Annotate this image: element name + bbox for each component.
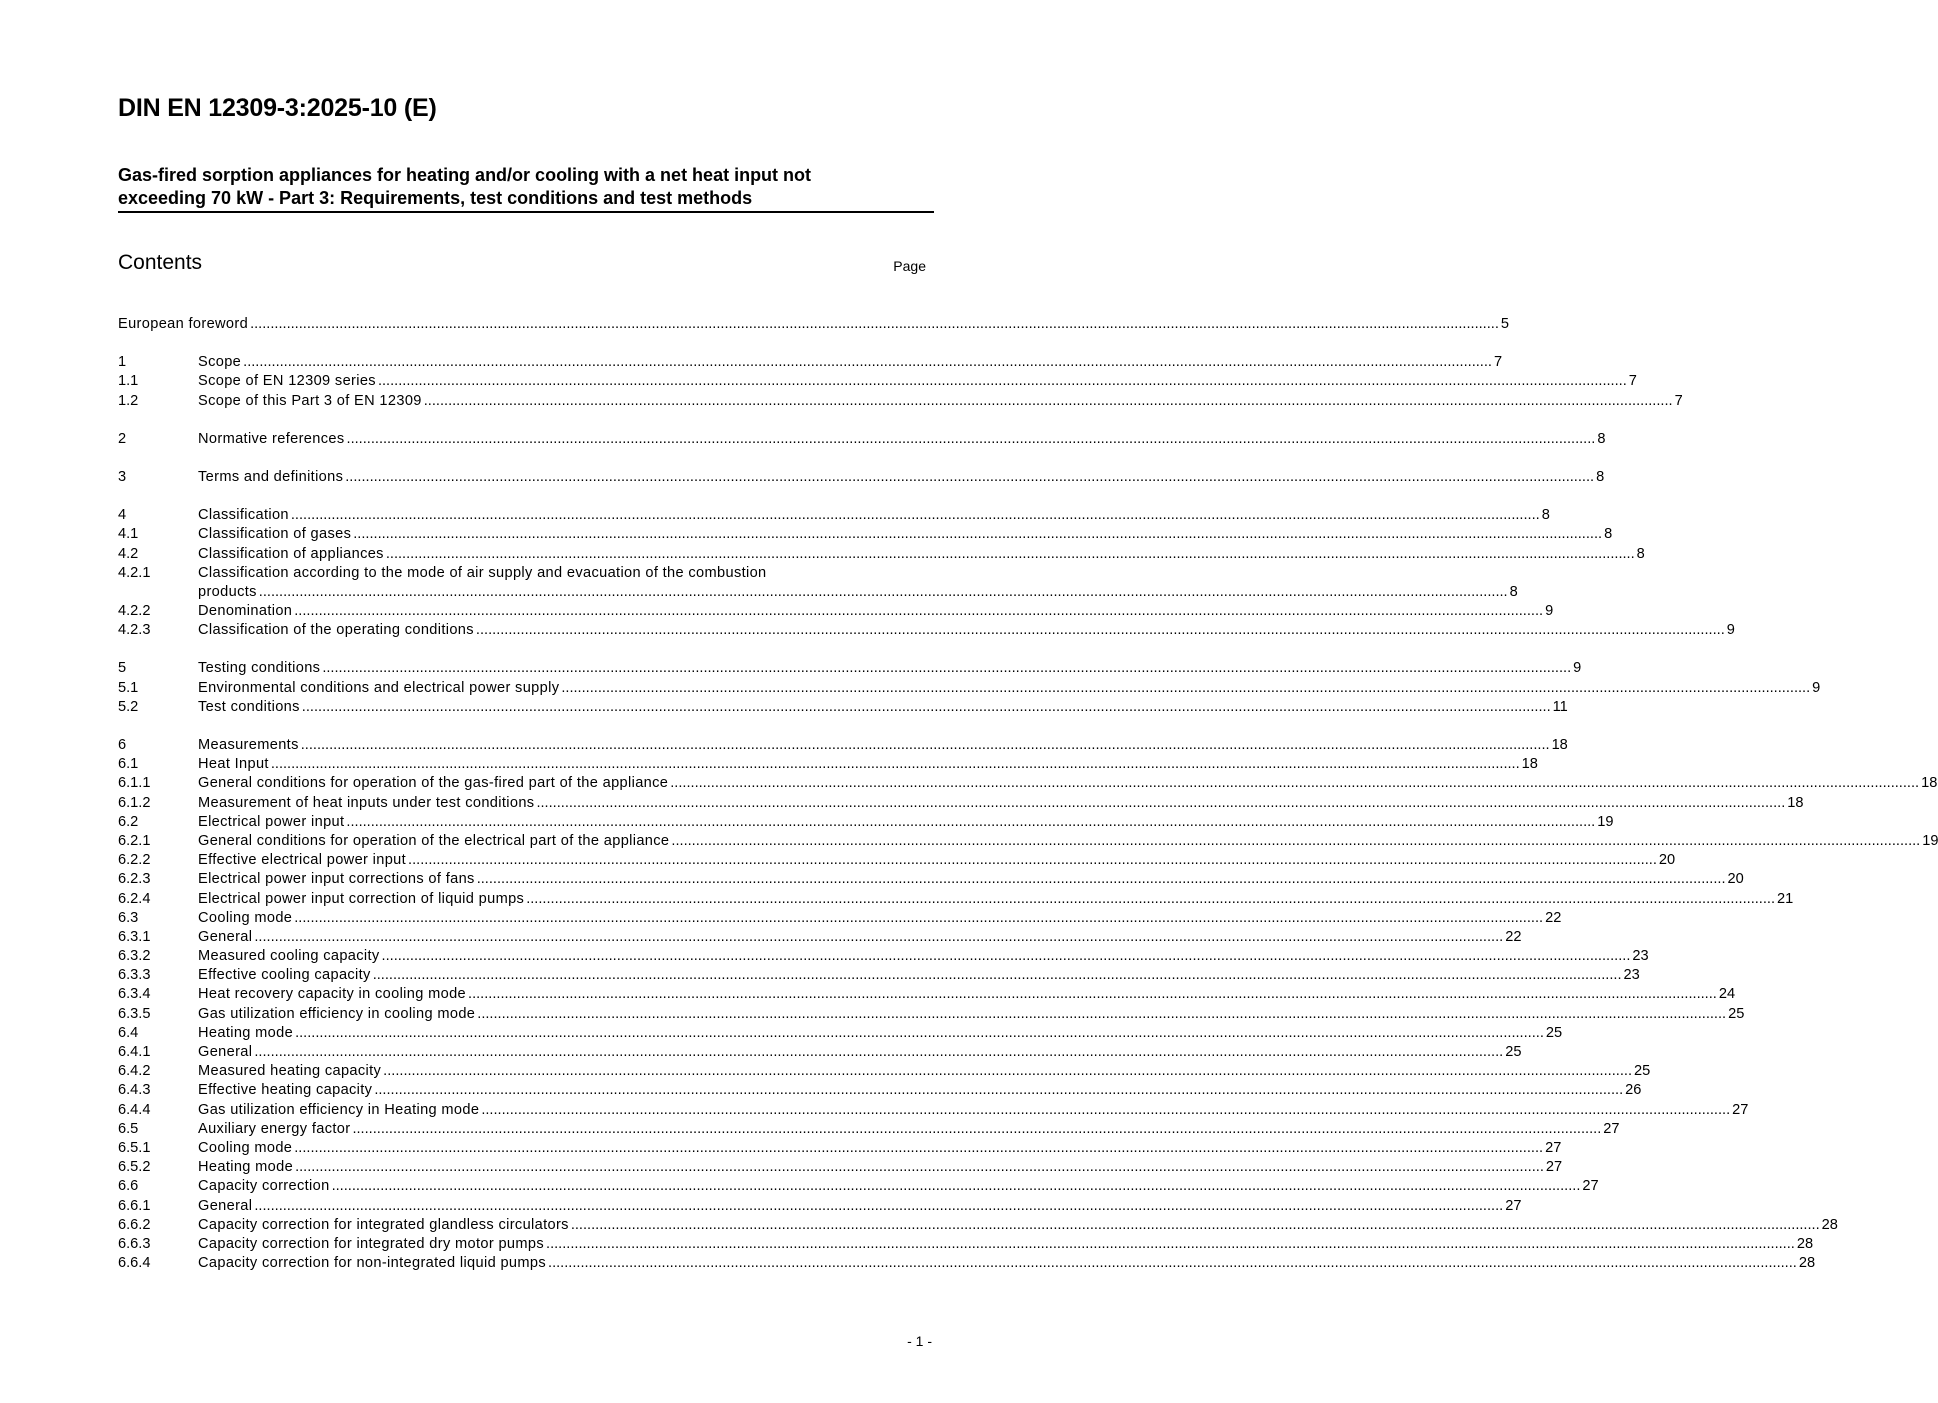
toc-entry-title[interactable]: Test conditions xyxy=(198,698,300,715)
dot-leader xyxy=(481,1101,1730,1120)
toc-entry-number: 4 xyxy=(118,507,127,524)
toc-entry-title[interactable]: Measurement of heat inputs under test conditions xyxy=(198,794,535,811)
toc-entry-page: 20 xyxy=(1727,871,1744,888)
toc-entry[interactable] xyxy=(118,1197,1522,1216)
toc-entry-title[interactable]: Cooling mode xyxy=(198,909,293,926)
toc-entry-page: 7 xyxy=(1628,373,1637,390)
toc-entry-page: 9 xyxy=(1812,679,1821,696)
toc-entry-number: 6.3 xyxy=(118,909,139,926)
dot-leader xyxy=(291,506,1540,525)
page-number: - 1 - xyxy=(907,1333,932,1349)
toc-entry[interactable] xyxy=(118,1101,1749,1120)
toc-entry-number: 6.3.3 xyxy=(118,967,151,984)
toc-entry[interactable] xyxy=(118,870,1744,889)
toc-entry[interactable] xyxy=(118,813,1614,832)
toc-entry[interactable] xyxy=(118,890,1794,909)
toc-entry-page: 26 xyxy=(1625,1082,1642,1099)
toc-entry-page: 25 xyxy=(1634,1063,1651,1080)
toc-entry-number: 6.2 xyxy=(118,813,139,830)
toc-entry-title[interactable]: Electrical power input correction of liquid pumps xyxy=(198,890,525,907)
dot-leader xyxy=(671,832,1920,851)
toc-entry[interactable] xyxy=(118,794,1804,813)
toc-entry[interactable] xyxy=(118,315,1510,334)
toc-entry[interactable] xyxy=(118,564,1518,602)
table-of-contents xyxy=(118,315,1938,1273)
toc-entry-number: 6.5 xyxy=(118,1120,139,1137)
toc-entry-number: 2 xyxy=(118,430,127,447)
dot-leader xyxy=(301,736,1550,755)
toc-entry-page: 7 xyxy=(1674,392,1683,409)
dot-leader xyxy=(476,621,1725,640)
toc-entry-number: 6.1.1 xyxy=(118,775,151,792)
dot-leader xyxy=(548,1254,1797,1273)
toc-entry[interactable] xyxy=(118,1043,1522,1062)
dot-leader xyxy=(243,353,1492,372)
toc-entry-page: 8 xyxy=(1596,468,1605,485)
dot-leader xyxy=(670,774,1919,793)
toc-entry-title[interactable]: Terms and definitions xyxy=(198,468,344,485)
dot-leader xyxy=(546,1235,1795,1254)
dot-leader xyxy=(294,602,1543,621)
toc-entry-number: 4.2.2 xyxy=(118,603,151,620)
toc-entry-number: 6.1.2 xyxy=(118,794,151,811)
toc-entry-number: 6.4.4 xyxy=(118,1101,151,1118)
toc-entry-title[interactable]: Effective heating capacity xyxy=(198,1082,373,1099)
toc-entry-page: 8 xyxy=(1541,507,1550,524)
toc-entry[interactable] xyxy=(118,774,1938,793)
toc-entry-page: 27 xyxy=(1505,1197,1522,1214)
toc-entry-number: 4.2.3 xyxy=(118,622,151,639)
toc-entry-number: 5.1 xyxy=(118,679,139,696)
toc-entry-number: 6.5.2 xyxy=(118,1159,151,1176)
toc-entry-title[interactable]: General xyxy=(198,928,253,945)
toc-entry-page: 28 xyxy=(1796,1235,1814,1252)
toc-entry-page: 11 xyxy=(1552,698,1568,715)
toc-entry[interactable] xyxy=(118,909,1562,928)
toc-entry-page: 9 xyxy=(1545,603,1554,620)
toc-entry-title[interactable]: Auxiliary energy factor xyxy=(198,1120,351,1137)
dot-leader xyxy=(526,890,1775,909)
toc-entry-page: 24 xyxy=(1718,986,1736,1003)
toc-entry[interactable] xyxy=(118,1024,1563,1043)
dot-leader xyxy=(322,659,1571,678)
toc-entry-title[interactable]: Measurements xyxy=(198,737,299,754)
toc-entry-page: 22 xyxy=(1505,928,1522,945)
toc-entry-page: 9 xyxy=(1573,660,1582,677)
dot-leader xyxy=(378,372,1627,391)
toc-entry-number: 4.1 xyxy=(118,526,139,543)
contents-heading: Contents xyxy=(118,251,203,274)
toc-entry-number: 4.2 xyxy=(118,545,139,562)
toc-entry[interactable] xyxy=(118,525,1613,544)
dot-leader xyxy=(468,985,1717,1004)
toc-entry-page: 25 xyxy=(1728,1005,1745,1022)
toc-entry-number: 6.3.2 xyxy=(118,948,151,965)
toc-entry-page: 27 xyxy=(1603,1120,1620,1137)
toc-entry[interactable] xyxy=(118,1005,1745,1024)
dot-leader xyxy=(294,1139,1543,1158)
toc-entry-title[interactable]: General conditions for operation of the gas-fired part of the appliance xyxy=(198,775,669,792)
document-subtitle xyxy=(118,164,934,213)
toc-entry-number: 1 xyxy=(118,354,127,371)
toc-entry-title[interactable]: Testing conditions xyxy=(198,660,321,677)
toc-entry-number: 6.6.4 xyxy=(118,1255,151,1272)
toc-entry-number: 6.3.4 xyxy=(118,986,151,1003)
dot-leader xyxy=(259,583,1508,602)
toc-entry-number: 5.2 xyxy=(118,698,139,715)
subtitle-line-2: exceeding 70 kW - Part 3: Requirements, test conditions and test methods xyxy=(118,188,753,208)
page-column-heading: Page xyxy=(893,258,926,274)
document-id: DIN EN 12309-3:2025-10 (E) xyxy=(118,94,437,122)
toc-entry-page: 18 xyxy=(1551,737,1568,754)
toc-entry-title[interactable]: Capacity correction xyxy=(198,1178,330,1195)
toc-entry-page: 27 xyxy=(1545,1139,1562,1156)
toc-entry-page: 19 xyxy=(1597,813,1614,830)
toc-entry-page: 9 xyxy=(1726,622,1735,639)
toc-entry-number: 6.4.1 xyxy=(118,1044,151,1061)
toc-entry-page: 28 xyxy=(1821,1216,1838,1233)
toc-entry-number: 6.6.2 xyxy=(118,1216,151,1233)
toc-entry-number: 6.2.1 xyxy=(118,832,151,849)
toc-entry[interactable] xyxy=(118,659,1582,678)
toc-entry[interactable] xyxy=(118,506,1550,525)
toc-entry[interactable] xyxy=(118,392,1683,411)
toc-entry-number: 6.3.5 xyxy=(118,1005,151,1022)
toc-entry[interactable] xyxy=(118,947,1649,966)
toc-entry[interactable] xyxy=(118,1062,1651,1081)
toc-entry[interactable] xyxy=(118,545,1645,564)
toc-entry-title[interactable]: Heating mode xyxy=(198,1024,294,1041)
toc-entry-number: 1.1 xyxy=(118,373,139,390)
toc-entry-page: 18 xyxy=(1787,794,1804,811)
toc-entry-number: 4.2.1 xyxy=(118,564,151,581)
dot-leader xyxy=(561,679,1810,698)
toc-entry-number: 6 xyxy=(118,737,127,754)
toc-entry-number: 6.2.3 xyxy=(118,871,151,888)
dot-leader xyxy=(536,794,1785,813)
toc-entry-page: 8 xyxy=(1509,583,1518,600)
dot-leader xyxy=(254,1197,1503,1216)
toc-entry-page: 22 xyxy=(1545,909,1562,926)
toc-entry-title[interactable]: Electrical power input corrections of fans xyxy=(198,871,475,888)
toc-entry-title[interactable]: Normative references xyxy=(198,430,345,447)
toc-entry-page: 25 xyxy=(1505,1044,1522,1061)
toc-entry[interactable] xyxy=(118,698,1568,717)
dot-leader xyxy=(271,755,1520,774)
toc-entry-title[interactable]: Heat recovery capacity in cooling mode xyxy=(198,986,467,1003)
toc-entry[interactable] xyxy=(118,430,1606,449)
toc-entry-number: 6.6.1 xyxy=(118,1197,151,1214)
toc-entry-title[interactable]: Classification of appliances xyxy=(198,545,384,562)
dot-leader xyxy=(295,1158,1544,1177)
toc-entry-title[interactable]: European foreword xyxy=(118,316,249,332)
toc-entry-number: 6.2.4 xyxy=(118,890,151,907)
dot-leader xyxy=(571,1216,1820,1235)
toc-entry-number: 5 xyxy=(118,660,127,677)
toc-entry[interactable] xyxy=(118,1235,1814,1254)
toc-entry-page: 8 xyxy=(1604,526,1613,543)
toc-entry[interactable] xyxy=(118,928,1522,947)
dot-leader xyxy=(347,430,1596,449)
dot-leader xyxy=(386,545,1635,564)
toc-entry[interactable] xyxy=(118,832,1938,851)
dot-leader xyxy=(382,947,1631,966)
toc-entry-number: 6.3.1 xyxy=(118,928,151,945)
toc-entry-page: 27 xyxy=(1732,1101,1749,1118)
toc-entry-page: 27 xyxy=(1582,1178,1599,1195)
toc-entry[interactable] xyxy=(118,679,1821,698)
toc-entry-title[interactable]: Gas utilization efficiency in Heating mode xyxy=(198,1101,480,1118)
dot-leader xyxy=(383,1062,1632,1081)
toc-entry-title[interactable]: Effective electrical power input xyxy=(198,852,407,869)
toc-entry-page: 27 xyxy=(1545,1159,1563,1176)
toc-entry-title[interactable]: Electrical power input xyxy=(198,813,345,830)
dot-leader xyxy=(408,851,1657,870)
dot-leader xyxy=(374,1081,1623,1100)
toc-entry-page: 23 xyxy=(1632,948,1649,965)
toc-entry[interactable] xyxy=(118,372,1637,391)
toc-entry[interactable] xyxy=(118,851,1676,870)
toc-entry-title[interactable]: Scope of EN 12309 series xyxy=(198,373,376,390)
toc-entry-title[interactable]: Heating mode xyxy=(198,1159,294,1176)
toc-entry-number: 6.4.2 xyxy=(118,1063,151,1080)
toc-entry[interactable] xyxy=(118,1216,1838,1235)
toc-entry-title[interactable]: Heat Input xyxy=(198,756,269,773)
toc-entry-number: 1.2 xyxy=(118,392,139,409)
toc-entry[interactable] xyxy=(118,966,1640,985)
toc-entry-title[interactable]: General xyxy=(198,1044,253,1061)
toc-entry[interactable] xyxy=(118,1120,1620,1139)
toc-entry-title[interactable]: Capacity correction for integrated glandless circulators xyxy=(198,1216,569,1233)
toc-entry-number: 6.2.2 xyxy=(118,852,151,869)
dot-leader xyxy=(295,1024,1544,1043)
toc-entry-title[interactable]: General xyxy=(198,1197,253,1214)
dot-leader xyxy=(353,525,1602,544)
toc-entry-title[interactable]: Classification of the operating conditions xyxy=(198,622,474,639)
toc-entry-title[interactable]: Scope xyxy=(198,354,242,371)
toc-entry-page: 8 xyxy=(1636,545,1645,562)
toc-entry-title[interactable]: Gas utilization efficiency in cooling mode xyxy=(198,1005,476,1022)
toc-entry-title[interactable]: Denomination xyxy=(198,603,293,620)
dot-leader xyxy=(294,909,1543,928)
dot-leader xyxy=(302,698,1551,717)
toc-entry-page: 28 xyxy=(1798,1255,1816,1272)
toc-entry-title[interactable]: Capacity correction for non-integrated liquid pumps xyxy=(198,1255,547,1272)
toc-entry[interactable] xyxy=(118,1081,1642,1100)
toc-entry-title[interactable]: Effective cooling capacity xyxy=(198,967,371,984)
toc-entry[interactable] xyxy=(118,621,1735,640)
toc-entry-page: 5 xyxy=(1500,316,1510,332)
toc-entry-number: 6.5.1 xyxy=(118,1139,151,1156)
toc-entry[interactable] xyxy=(118,736,1568,755)
toc-entry[interactable] xyxy=(118,602,1554,621)
toc-entry-page: 18 xyxy=(1921,775,1938,792)
toc-entry-title[interactable]: Environmental conditions and electrical power supply xyxy=(198,679,560,696)
dot-leader xyxy=(477,1005,1726,1024)
toc-entry-title[interactable]: Classification xyxy=(198,507,289,524)
toc-entry-number: 6.4.3 xyxy=(118,1082,151,1099)
toc-entry[interactable] xyxy=(118,468,1605,487)
dot-leader xyxy=(345,468,1594,487)
dot-leader xyxy=(254,1043,1503,1062)
toc-entry-title[interactable]: General conditions for operation of the electrical part of the appliance xyxy=(198,832,670,849)
dot-leader xyxy=(424,392,1673,411)
toc-entry-page: 23 xyxy=(1623,967,1640,984)
toc-entry[interactable] xyxy=(118,1158,1563,1177)
toc-entry-number: 6.6.3 xyxy=(118,1235,151,1252)
toc-entry-page: 20 xyxy=(1658,852,1676,869)
toc-entry-page: 25 xyxy=(1545,1024,1563,1041)
toc-entry-title[interactable]: Classification according to the mode of air supply and evacuation of the combustion xyxy=(198,564,767,581)
toc-entry[interactable] xyxy=(118,1177,1599,1196)
dot-leader xyxy=(254,928,1503,947)
toc-entry[interactable] xyxy=(118,985,1736,1004)
toc-entry-number: 3 xyxy=(118,468,127,485)
dot-leader xyxy=(477,870,1726,889)
toc-entry-title[interactable]: Classification of gases xyxy=(198,526,352,543)
dot-leader xyxy=(332,1177,1581,1196)
subtitle-line-1: Gas-fired sorption appliances for heating and/or cooling with a net heat input not xyxy=(118,165,812,185)
dot-leader xyxy=(352,1120,1601,1139)
toc-entry-title[interactable]: Capacity correction for integrated dry motor pumps xyxy=(198,1235,545,1252)
toc-entry-page: 8 xyxy=(1597,430,1606,447)
toc-entry-number: 6.4 xyxy=(118,1024,139,1041)
toc-entry-number: 6.1 xyxy=(118,756,139,773)
toc-entry[interactable] xyxy=(118,755,1538,774)
toc-entry-number: 6.6 xyxy=(118,1178,139,1195)
toc-entry-title[interactable]: Measured heating capacity xyxy=(198,1063,382,1080)
toc-entry-page: 7 xyxy=(1493,354,1503,371)
toc-entry-title[interactable]: Scope of this Part 3 of EN 12309 xyxy=(198,392,422,409)
dot-leader xyxy=(250,315,1499,334)
toc-entry[interactable] xyxy=(118,1139,1562,1158)
toc-entry-title-continued[interactable]: products xyxy=(198,583,257,600)
toc-entry[interactable] xyxy=(118,1254,1816,1273)
toc-entry-title[interactable]: Cooling mode xyxy=(198,1139,293,1156)
toc-entry-page: 19 xyxy=(1922,832,1938,849)
dot-leader xyxy=(373,966,1622,985)
toc-entry[interactable] xyxy=(118,353,1503,372)
toc-entry-title[interactable]: Measured cooling capacity xyxy=(198,948,380,965)
toc-entry-page: 21 xyxy=(1777,890,1794,907)
toc-entry-page: 18 xyxy=(1521,756,1538,773)
dot-leader xyxy=(346,813,1595,832)
